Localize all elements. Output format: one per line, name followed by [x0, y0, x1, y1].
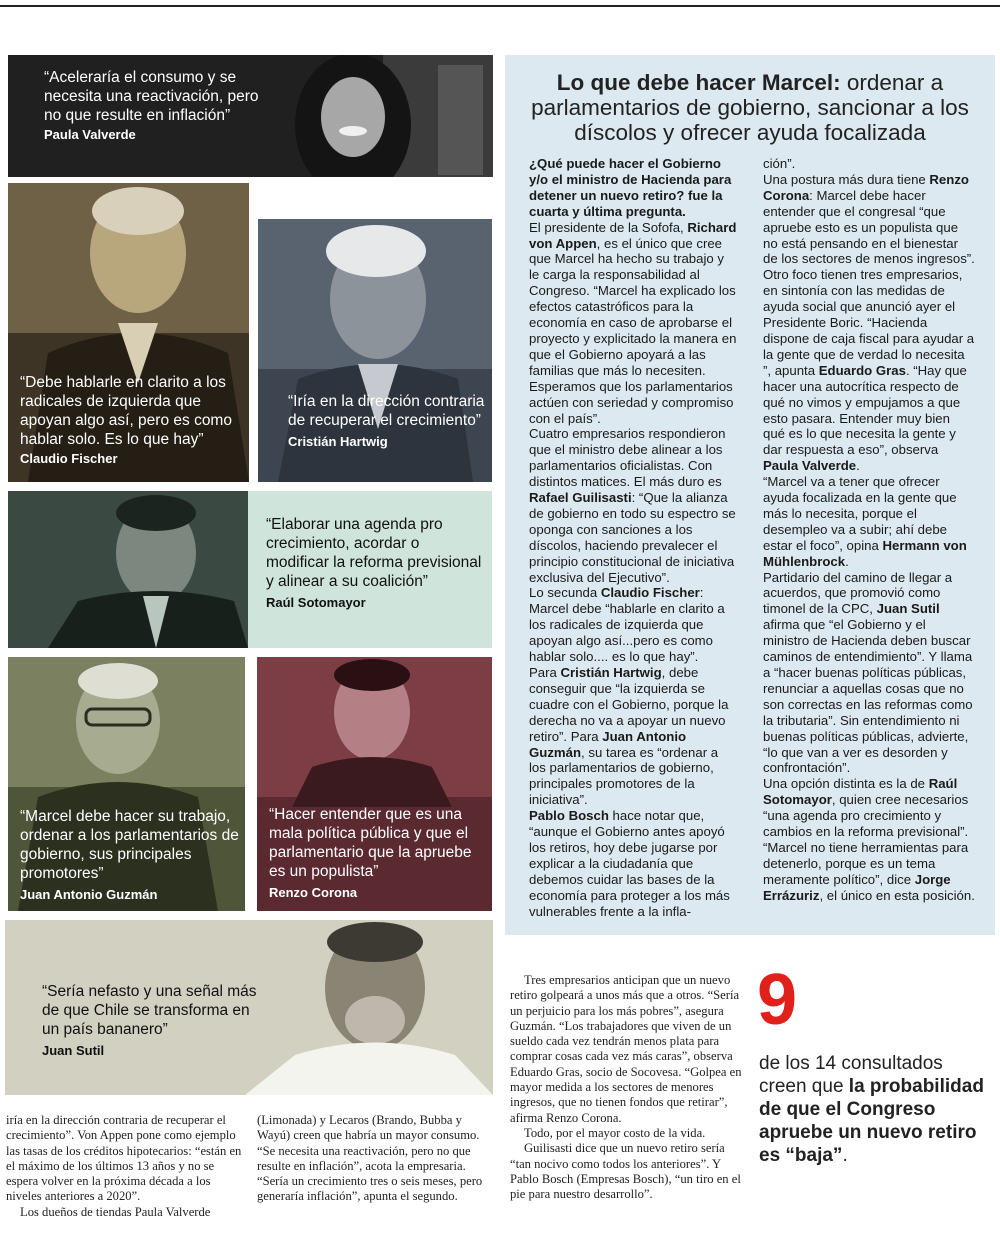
quote-hartwig — [288, 392, 488, 451]
stat-text-intro: de los 14 consultados creen que — [759, 1053, 943, 1097]
sidebar-text: . — [856, 458, 860, 474]
name-muhlenbrock: Hermann von Mühlenbrock — [763, 537, 967, 569]
sidebar-text: “Marcel no tiene herramientas para detenerlo, porque es un tema meramente político”, dice — [763, 839, 969, 887]
quote-guzman — [20, 807, 245, 904]
quote-sutil-author: Juan Sutil — [42, 1043, 105, 1058]
quote-hartwig-text: “Iría en la dirección contraria de recuperar el crecimiento” — [288, 393, 485, 429]
sidebar-title-rest: ordenar a parlamentarios de gobierno, sancionar a los díscolos y ofrecer ayuda focalizada — [531, 70, 969, 145]
name-guilisasti: Rafael Guilisasti — [529, 490, 632, 506]
sidebar-text: hace notar que, “aunque el Gobierno antes apoyó los retiros, hoy debe jugarse por explicar a la ciudadanía que debemos cuidar las bases de la economía para proteger a los más vulnerables frente a la infla- — [529, 808, 730, 919]
body-paragraph: iría en la dirección contraria de recuperar el crecimiento”. Von Appen pone como ejemplo las tasas de los créditos hipotecarios: “están en el máximo de los últimos 13 años y no se espera volver en la próxima década a los niveles anteriores a 2020”. — [6, 1113, 242, 1204]
sidebar-column-left — [529, 156, 737, 920]
portrait-sotomayor — [8, 491, 258, 648]
sidebar-text: Lo secunda — [529, 585, 601, 601]
sidebar-text: “Marcel va a tener que ofrecer ayuda focalizada en la gente que más lo necesita, porque el desempleo va a subir; ahí debe estar el foco”, opina — [763, 474, 957, 553]
sidebar-text: Cuatro empresarios respondieron que el ministro debe alinear a los parlamentarios oficialistas. Con distintos matices. El más duro es — [529, 426, 726, 490]
body-column-1 — [6, 1113, 243, 1220]
body-paragraph: Todo, por el mayor costo de la vida. — [524, 1125, 706, 1140]
quote-valverde-text: “Aceleraría el consumo y se necesita una reactivación, pero no que resulte en inflación” — [44, 69, 259, 124]
quote-corona-text: “Hacer entender que es una mala política pública y que el parlamentario que la apruebe es un populista” — [269, 806, 472, 880]
sidebar-column-right — [763, 156, 975, 904]
quote-panel-corona — [257, 657, 492, 911]
sidebar-text: Para — [529, 665, 561, 680]
name-bosch: Pablo Bosch — [529, 808, 609, 824]
sidebar-text: Una opción distinta es la de — [763, 776, 929, 792]
sidebar-text: . — [845, 553, 849, 569]
body-paragraph: (Limonada) y Lecaros (Brando, Bubba y Wayú) creen que habría un mayor consumo. “Se necesita una reactivación, pero no que resulte en inflación”, acota la empresaria. “Sería un crecimiento tres o seis meses, pero generaría inflación”, apunta el segundo. — [257, 1113, 483, 1204]
quote-panel-hartwig — [258, 219, 492, 482]
sidebar-text: Una postura más dura tiene — [763, 171, 930, 187]
sidebar-text: ción”. — [763, 156, 796, 171]
quote-valverde — [44, 68, 269, 144]
quote-fischer-text: “Debe hablarle en clarito a los radicales de izquierda que apoyan algo así, pero es como hablar solo. Es lo que hay” — [20, 374, 232, 448]
sidebar-title-bold: Lo que debe hacer Marcel: — [556, 70, 841, 95]
quote-guzman-text: “Marcel debe hacer su trabajo, ordenar a los parlamentarios de gobierno, sus principales promotores” — [20, 808, 239, 882]
sidebar-text: Otro foco tienen tres empresarios, en sintonía con las medidas de ayuda social que anunció ayer el Presidente Boric. “Hacienda dispone de caja fiscal para ayudar a la gente que de verdad lo necesita ”, apunta — [763, 267, 975, 378]
sidebar-text: . “Hay que hacer una autocrítica respecto de qué no vimos y empujamos a que esto pasara. Entender muy bien qué es lo que necesita la gente y dar respuesta a eso”, observa — [763, 362, 967, 458]
name-gras: Eduardo Gras — [818, 362, 906, 378]
quote-sutil-text: “Sería nefasto y una señal más de que Chile se transforma en un país bananero” — [42, 983, 257, 1038]
body-paragraph: Los dueños de tiendas Paula Valverde — [20, 1204, 211, 1219]
quote-fischer — [20, 373, 245, 468]
quote-fischer-author: Claudio Fischer — [20, 451, 118, 466]
sidebar-text: , su tarea es “ordenar a los parlamentarios de gobierno, principales promotores de la iniciativa”. — [529, 744, 719, 808]
sidebar-text: afirma que “el Gobierno y el ministro de Hacienda deben buscar caminos de entendimiento”. Y llama a “hacer buenas políticas públicas, renunciar a aquellas cosas que no son correctas en las reformas como la tributaria”. Sin entendimiento ni buenas políticas públicas, advierte, “lo que van a ver es desorden y confrontación”. — [763, 617, 973, 776]
name-corona: Renzo Corona — [763, 171, 969, 203]
body-column-3 — [510, 973, 745, 1202]
quote-guzman-author: Juan Antonio Guzmán — [20, 887, 158, 902]
top-rule — [0, 5, 1000, 7]
name-valverde: Paula Valverde — [763, 458, 857, 474]
name-von-appen: Richard von Appen — [529, 219, 737, 251]
name-fischer: Claudio Fischer — [600, 585, 700, 601]
body-paragraph: Guilisasti dice que un nuevo retiro sería “tan nocivo como todos los anteriores”. Y Pablo Bosch (Empresas Bosch), “un tiro en el pie para nuestro desarrollo”. — [510, 1141, 741, 1202]
sidebar-text: , quien cree necesarios “una agenda pro crecimiento y cambios en la reforma previsional”. — [763, 792, 969, 840]
quote-panel-valverde — [8, 55, 493, 177]
quote-valverde-author: Paula Valverde — [44, 127, 136, 142]
sidebar-text: : “Que la alianza de gobierno en todo su espectro se oponga con sanciones a los díscolos, haciendo prevalecer el principio constitucional de iniciativa exclusiva del Ejecutivo”. — [529, 490, 736, 585]
quote-hartwig-author: Cristián Hartwig — [288, 434, 388, 449]
name-errazuriz: Jorge Errázuriz — [763, 871, 951, 903]
name-hartwig: Cristián Hartwig — [560, 665, 662, 680]
quote-sutil — [42, 982, 257, 1060]
body-column-2 — [257, 1113, 493, 1205]
quote-sotomayor — [266, 515, 486, 612]
sidebar-text: : Marcel debe hacer entender que el congresal “que apruebe esto es un populista que no está pensando en el bienestar de los sectores de menos ingresos”. — [763, 187, 975, 267]
body-paragraph: Tres empresarios anticipan que un nuevo retiro golpeará a unos más que a otros. “Sería un perjuicio para los más pobres”, asegura Guzmán. “Los trabajadores que viven de un sueldo cada vez tendrán menos plata para comprar cosas cada vez más caras”, observa Eduardo Gras, socio de Socovesa. “Golpea en mayor medida a los sectores de menores ingresos, que no tienen fondos que retirar”, afirma Renzo Corona. — [510, 973, 742, 1125]
quote-sotomayor-text: “Elaborar una agenda pro crecimiento, acordar o modificar la reforma previsional y alinear a su coalición” — [266, 516, 482, 590]
portrait-valverde — [263, 55, 493, 177]
sidebar-title — [505, 70, 995, 145]
sidebar-text: Partidario del camino de llegar a acuerdos, que promovió como timonel de la CPC, — [763, 569, 953, 617]
sidebar-text: , es el único que cree que Marcel ha hecho su trabajo y le carga la responsabilidad al Congreso. “Marcel ha explicado los efectos catastróficos para la economía en caso de aprobarse el proyecto y explicitado la manera en que el Gobierno apoyará a las familias que más lo necesiten. Esperamos que los parlamentarios actúen con seriedad y compromiso con el país”. — [529, 235, 737, 426]
stat-text — [759, 1052, 995, 1167]
quote-corona-author: Renzo Corona — [269, 885, 358, 900]
quote-panel-sotomayor — [8, 491, 492, 648]
quote-panel-sutil — [5, 920, 493, 1095]
sidebar-box — [505, 55, 995, 935]
stat-text-end: . — [842, 1145, 848, 1166]
sidebar-text: : Marcel debe “hablarle en clarito a los radicales de izquierda que apoyan algo así...pero es como hablar solo.... es lo que hay”. — [529, 585, 725, 665]
name-sutil: Juan Sutil — [876, 601, 940, 617]
portrait-sutil — [225, 920, 493, 1095]
stat-text-bold: la probabilidad de que el Congreso apruebe un nuevo retiro es “baja” — [759, 1076, 984, 1166]
quote-panel-fischer — [8, 183, 249, 482]
quote-corona — [269, 805, 491, 902]
quote-panel-guzman — [8, 657, 245, 911]
name-sotomayor: Raúl Sotomayor — [763, 776, 958, 808]
sidebar-text: , el único en esta posición. — [819, 887, 975, 903]
sidebar-text: El presidente de la Sofofa, — [529, 219, 688, 235]
name-guzman: Juan Antonio Guzmán — [529, 728, 687, 760]
sidebar-text: , debe conseguir que “la izquierda se cuadre con el Gobierno, porque la derecha no va a apoyar un nuevo retiro”. Para — [529, 665, 729, 744]
quote-sotomayor-author: Raúl Sotomayor — [266, 595, 366, 610]
sidebar-question: ¿Qué puede hacer el Gobierno y/o el ministro de Hacienda para detener un nuevo retiro? fue la cuarta y última pregunta. — [529, 156, 732, 219]
stat-number: 9 — [757, 960, 798, 1040]
